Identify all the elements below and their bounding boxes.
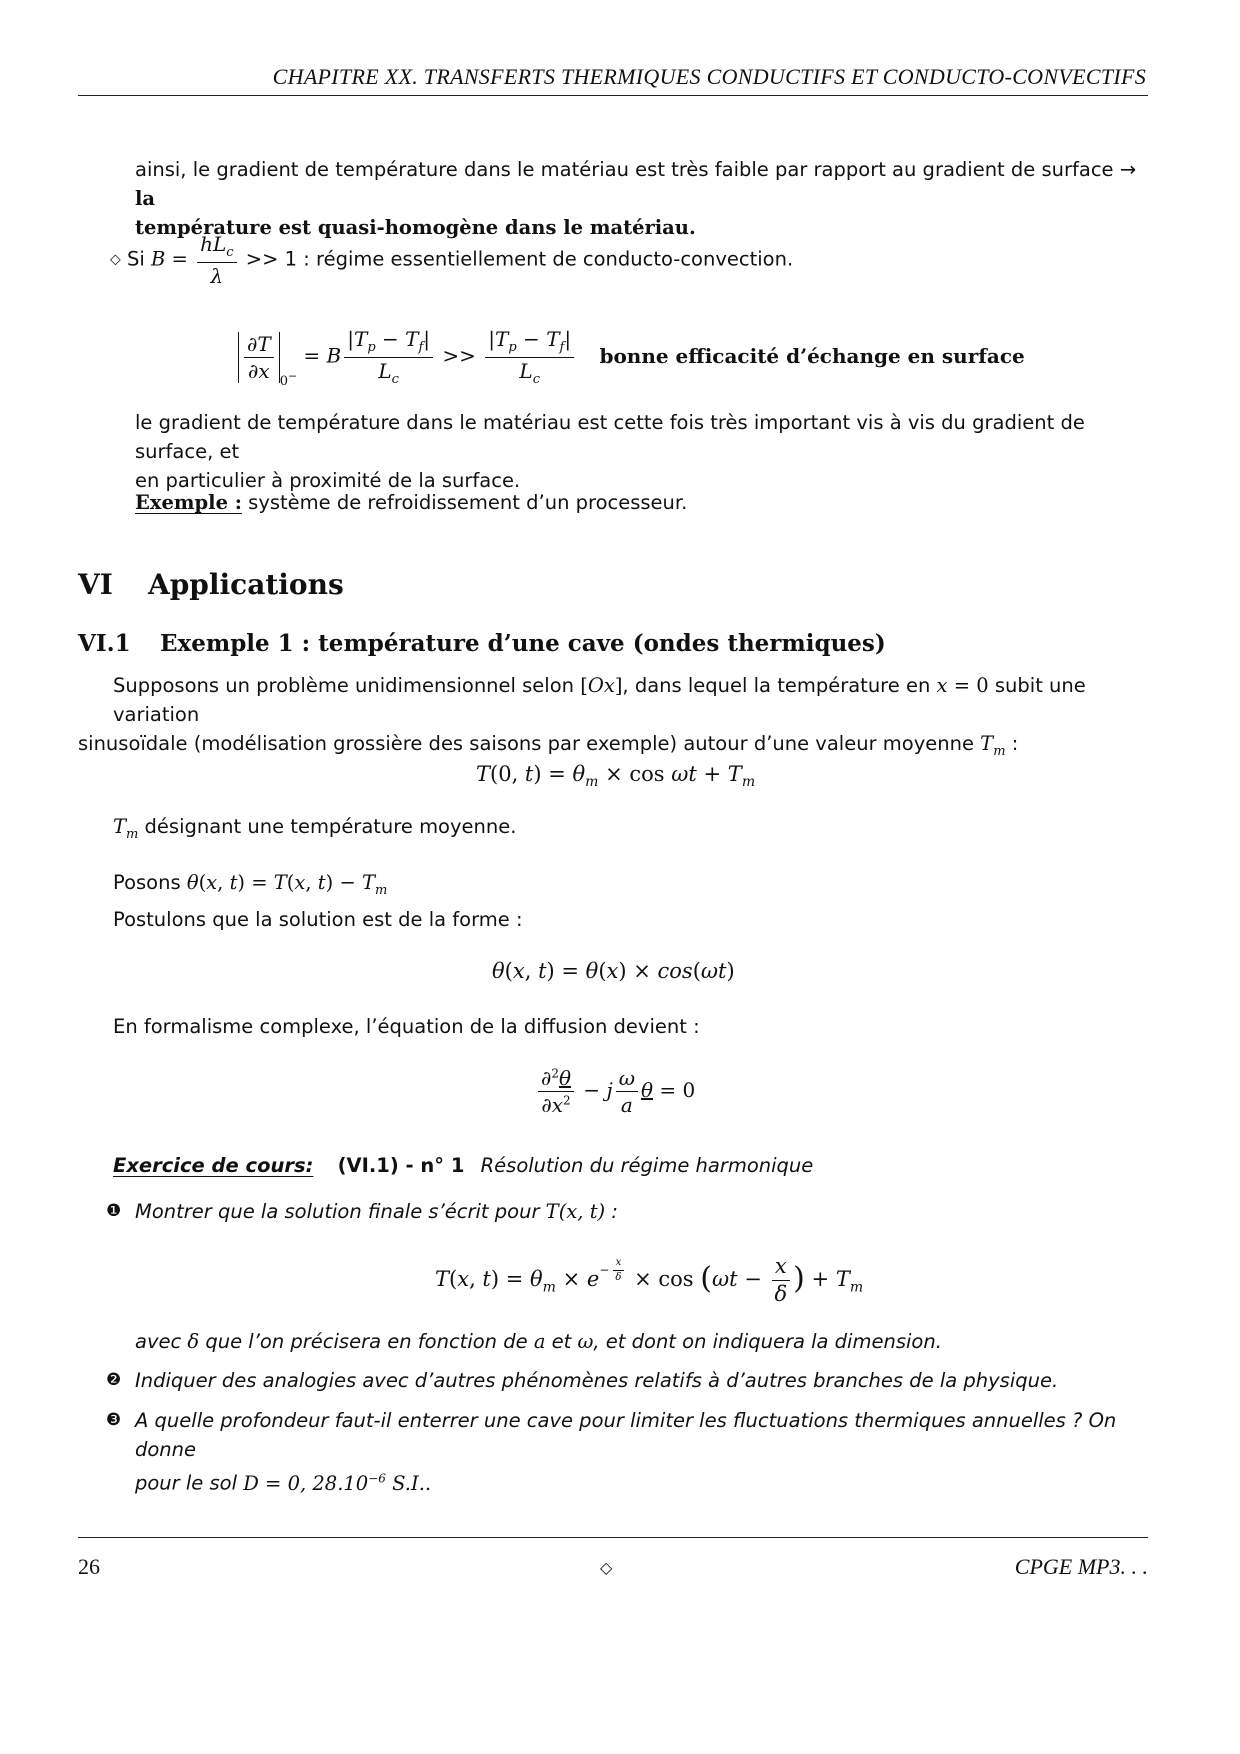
footer-rule	[78, 1537, 1148, 1538]
si-label: Si	[126, 247, 145, 271]
exercise-label: Exercice de cours:	[113, 1154, 314, 1177]
case-b-comment	[135, 408, 1150, 495]
section-title: Applications	[148, 568, 344, 601]
intro-paragraph	[135, 155, 1150, 242]
comment-line2: en particulier à proximité de la surface.	[135, 469, 521, 492]
equation-tag: bonne efficacité d’échange en surface	[599, 343, 1025, 368]
intro-line1-bold: la	[135, 187, 156, 210]
intro-line1: ainsi, le gradient de température dans le matériau est très faible par rapport au gradient de surface →	[135, 158, 1137, 181]
page-number: 26	[78, 1554, 100, 1579]
footer-diamond-icon: ◇	[600, 1560, 613, 1577]
tm-definition: $T_m$ désignant une température moyenne.	[113, 815, 517, 842]
posons-block: Posons θ(x, t) = T(x, $t) - T_m$ Postulons que la solution est de la forme :	[113, 871, 523, 931]
question-1: Montrer que la solution finale s’écrit pour T(x, t) :	[135, 1200, 618, 1223]
section-number: VI	[78, 568, 113, 601]
running-header: CHAPITRE XX. TRANSFERTS THERMIQUES CONDUCTIFS ET CONDUCTO-CONVECTIFS	[272, 64, 1146, 89]
exercise-ref: (VI.1) - n° 1	[337, 1154, 465, 1177]
complexe-line: En formalisme complexe, l’équation de la diffusion devient :	[113, 1015, 700, 1038]
header-rule	[78, 95, 1148, 96]
question-3: A quelle profondeur faut-il enterrer une cave pour limiter les fluctuations thermiques annuelles ? On donne pour le sol D = 0, $28.10^{-6}$ S.I..	[135, 1409, 1117, 1495]
case-b-large: ◇ Si B = $\frac{hL_c}{\lambda}$ >> 1 : régime essentiellement de conducto-convection.	[110, 232, 794, 288]
equation-solution: T(x, $t) = \theta_m \times e^{- \frac{x}{\delta}}$ × cos (ωt − $\frac{x}{\delta}$ ) + $T_m$	[435, 1254, 864, 1307]
question-2: Indiquer des analogies avec d’autres phénomènes relatifs à d’autres branches de la physique.	[135, 1369, 1059, 1392]
question-1-followup: avec δ que l’on précisera en fonction de a et ω, et dont on indiquera la dimension.	[135, 1330, 942, 1353]
subsection-number: VI.1	[78, 630, 131, 657]
section-heading	[78, 568, 344, 601]
example-line	[135, 488, 687, 517]
footer-course: CPGE MP3. . .	[1014, 1554, 1148, 1579]
question-1-marker: ❶	[106, 1201, 122, 1221]
example-text: système de refroidissement d’un processeur.	[241, 491, 688, 514]
body-paragraph-1: Supposons un problème unidimensionnel selon [Ox], dans lequel la température en x = 0 subit une variation sinusoïdale (modélisation grossière des saisons par exemple) autour d’une valeur moyenne $T_m$ :	[78, 674, 1086, 759]
exercise-title: Résolution du régime harmonique	[480, 1154, 814, 1177]
question-3-marker: ❸	[106, 1410, 122, 1430]
equation-form: θ(x, t) = θ(x) × cos(ωt)	[492, 959, 735, 983]
equation-boundary: T(0, $t) = \theta_m \times \cos \omega t + T_m$	[476, 762, 756, 791]
example-label: Exemple :	[135, 491, 242, 514]
exercise-heading	[113, 1151, 813, 1180]
diamond-bullet-icon: ◇	[110, 251, 121, 268]
comment-line1: le gradient de température dans le matériau est cette fois très important vis à vis du gradient de surface, et	[135, 411, 1085, 463]
subsection-title: Exemple 1 : température d’une cave (ondes thermiques)	[160, 630, 886, 657]
subsection-heading	[78, 630, 886, 657]
equation-diffusion: $\frac{\partial^2\theta}{\partial x^2}$ − j $\frac{\omega}{a}$ θ = 0	[535, 1066, 695, 1117]
case-b-condition: >> 1 : régime essentiellement de conducto-convection.	[245, 247, 794, 271]
intro-line2-bold: température est quasi-homogène dans le matériau.	[135, 216, 696, 239]
question-2-marker: ❷	[106, 1370, 122, 1390]
gradient-equation: $\frac{\partial T}{\partial x}$ $_{0^-}$ = B $\frac{|T_p - T_f|}{L_c}$ >> $\frac{|T_p - T_f|}{L_c}$ bonne efficacité d’échange en surface	[238, 327, 1025, 389]
